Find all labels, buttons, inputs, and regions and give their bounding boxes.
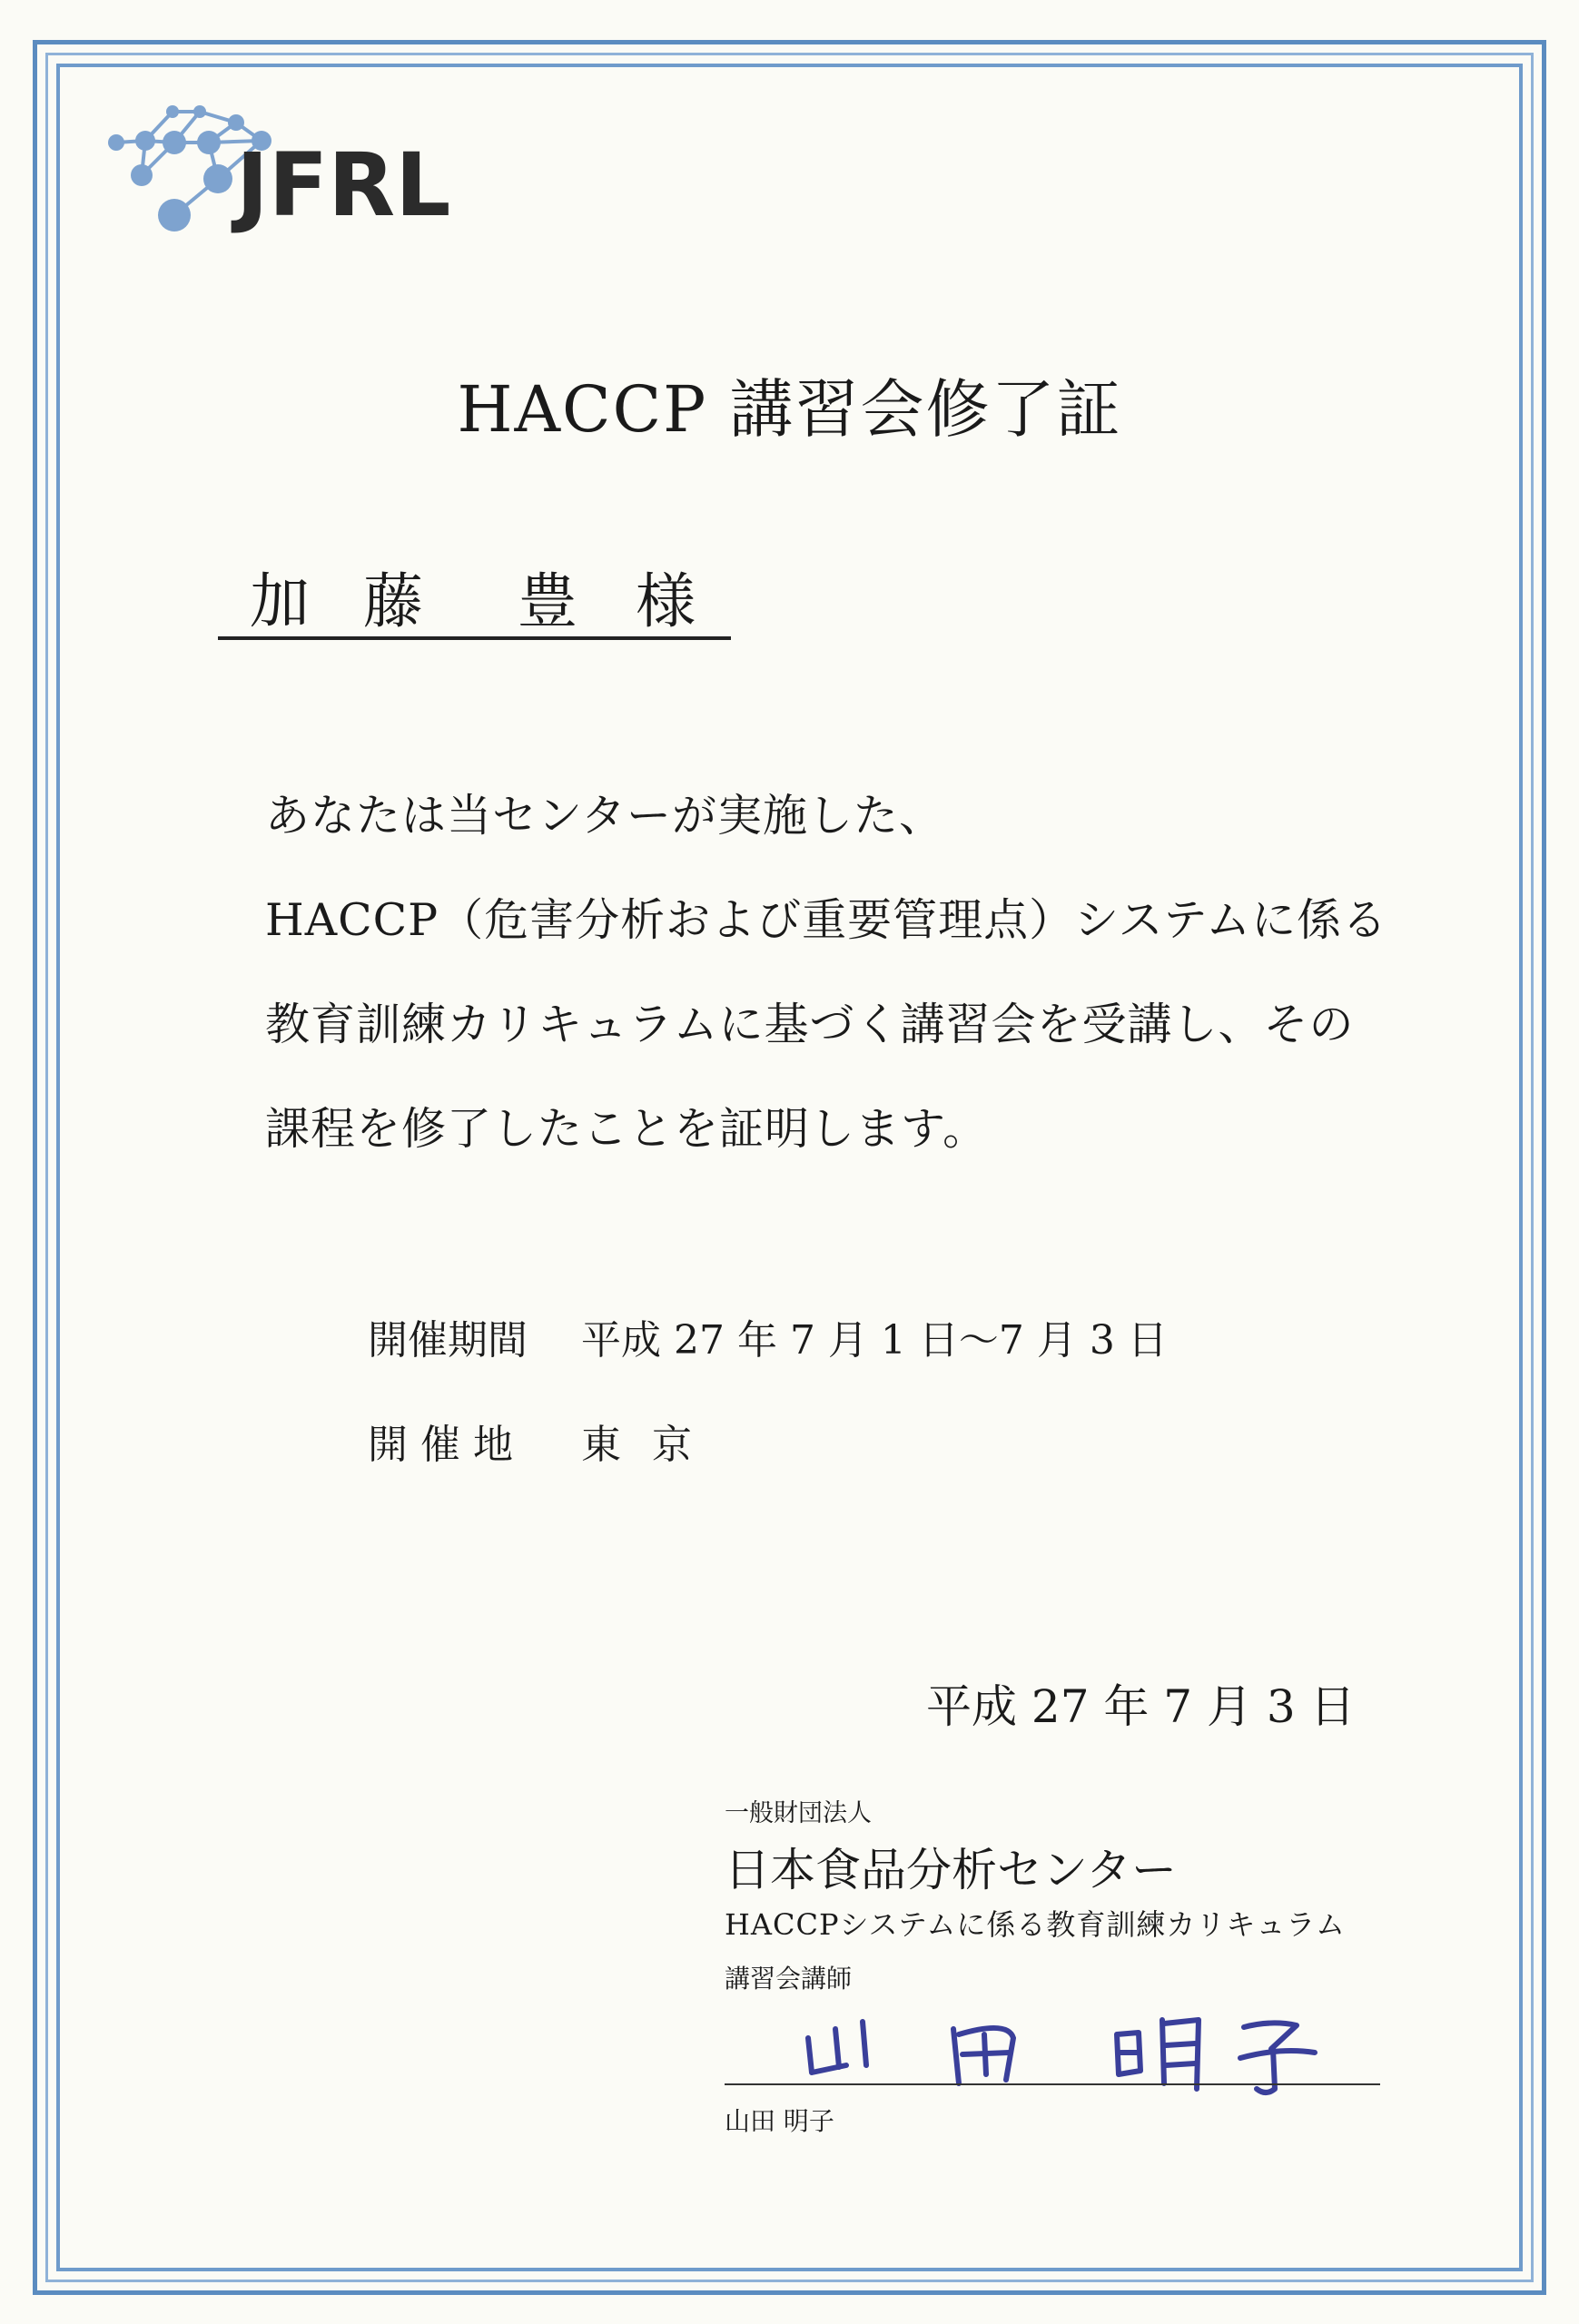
body-text-line: 教育訓練カリキュラムに基づく講習会を受講し、その bbox=[265, 999, 1355, 1050]
issuer-program: HACCPシステムに係る教育訓練カリキュラム bbox=[725, 1907, 1346, 1942]
issue-date: 平成 27 年 7 月 3 日 bbox=[926, 1680, 1356, 1733]
signature-line bbox=[725, 2083, 1380, 2085]
issuer-role: 講習会講師 bbox=[725, 1964, 853, 1994]
recipient-char: 豊 bbox=[518, 566, 577, 636]
body-text-line: HACCP（危害分析および重要管理点）システムに係る bbox=[265, 894, 1388, 946]
handwritten-signature bbox=[799, 2002, 1344, 2102]
network-nodes-icon bbox=[91, 95, 508, 241]
recipient-char: 加 bbox=[250, 566, 310, 636]
venue-value: 東京 bbox=[581, 1422, 723, 1468]
certificate-title: HACCP 講習会修了証 bbox=[457, 372, 1122, 447]
body-text-line: あなたは当センターが実施した、 bbox=[265, 790, 945, 842]
issuer-org-name: 日本食品分析センター bbox=[725, 1844, 1177, 1896]
recipient-char: 藤 bbox=[363, 566, 423, 636]
issuer-org-type: 一般財団法人 bbox=[725, 1799, 872, 1827]
signer-printed-name: 山田 明子 bbox=[725, 2106, 834, 2136]
period-label: 開催期間 bbox=[368, 1317, 528, 1364]
jfrl-logo bbox=[91, 95, 508, 241]
recipient-name bbox=[218, 567, 731, 640]
venue-label: 開催地 bbox=[368, 1422, 526, 1468]
recipient-char: 様 bbox=[636, 566, 696, 636]
period-value: 平成 27 年 7 月 1 日〜7 月 3 日 bbox=[581, 1317, 1168, 1364]
logo-text: JFRL bbox=[236, 134, 451, 236]
body-text-line: 課程を修了したことを証明します。 bbox=[265, 1103, 989, 1155]
